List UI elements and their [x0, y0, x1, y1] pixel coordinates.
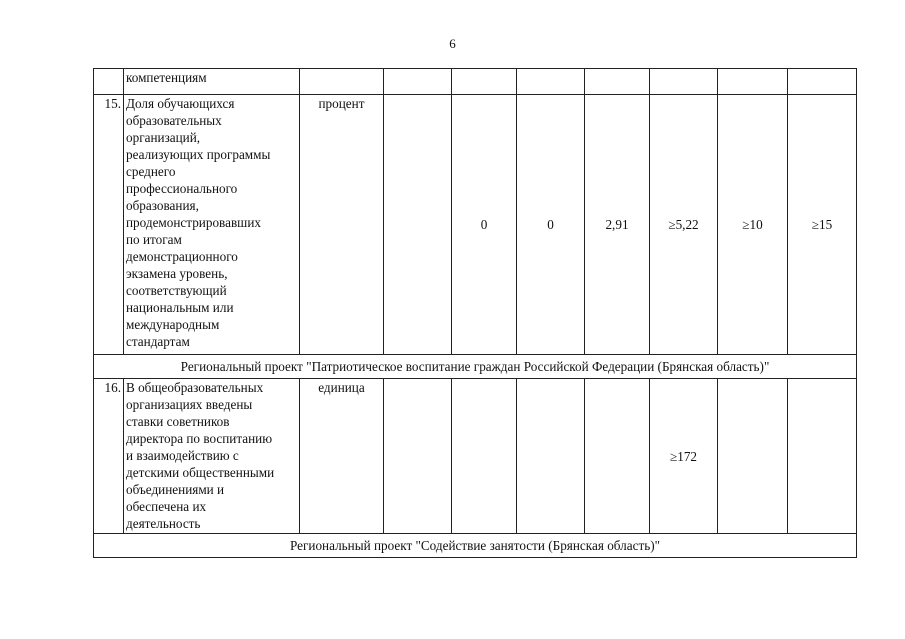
- value-cell: ≥10: [718, 95, 788, 355]
- value-cell: ≥172: [650, 379, 718, 534]
- value-cell: [788, 69, 857, 95]
- value-cell: [585, 379, 650, 534]
- value-cell: 2,91: [585, 95, 650, 355]
- value-cell: [650, 69, 718, 95]
- indicator-name: компетенциям: [124, 69, 300, 95]
- value-cell: 0: [452, 95, 517, 355]
- table-row: [94, 69, 857, 95]
- page-number: 6: [449, 36, 456, 51]
- indicator-name: Доля обучающихся образовательных организаций, реализующих программы среднего профессионального образования, продемонстрировавших по итогам демонстрационного экзамена уровень, соответствующий национальным или международным стандартам: [124, 95, 300, 355]
- value-cell: [384, 95, 452, 355]
- value-cell: [517, 379, 585, 534]
- unit-cell: процент: [300, 95, 384, 355]
- section-row: [94, 534, 857, 558]
- table-row: [94, 379, 857, 534]
- value-cell: [384, 69, 452, 95]
- value-cell: [718, 379, 788, 534]
- unit-cell: [300, 69, 384, 95]
- value-cell: [718, 69, 788, 95]
- value-cell: ≥15: [788, 95, 857, 355]
- value-cell: 0: [517, 95, 585, 355]
- section-title: Региональный проект "Содействие занятости (Брянская область)": [94, 534, 857, 558]
- indicators-table: [93, 68, 857, 558]
- unit-cell: единица: [300, 379, 384, 534]
- value-cell: [788, 379, 857, 534]
- row-number: 16.: [94, 379, 124, 534]
- value-cell: [585, 69, 650, 95]
- value-cell: [452, 379, 517, 534]
- value-cell: [384, 379, 452, 534]
- value-cell: [452, 69, 517, 95]
- row-number: 15.: [94, 95, 124, 355]
- section-row: [94, 355, 857, 379]
- indicator-name: В общеобразовательных организациях введены ставки советников директора по воспитанию и взаимодействию с детскими общественными объединениями и обеспечена их деятельность: [124, 379, 300, 534]
- section-title: Региональный проект "Патриотическое воспитание граждан Российской Федерации (Брянская область)": [94, 355, 857, 379]
- table-row: [94, 95, 857, 355]
- value-cell: ≥5,22: [650, 95, 718, 355]
- value-cell: [517, 69, 585, 95]
- row-number: [94, 69, 124, 95]
